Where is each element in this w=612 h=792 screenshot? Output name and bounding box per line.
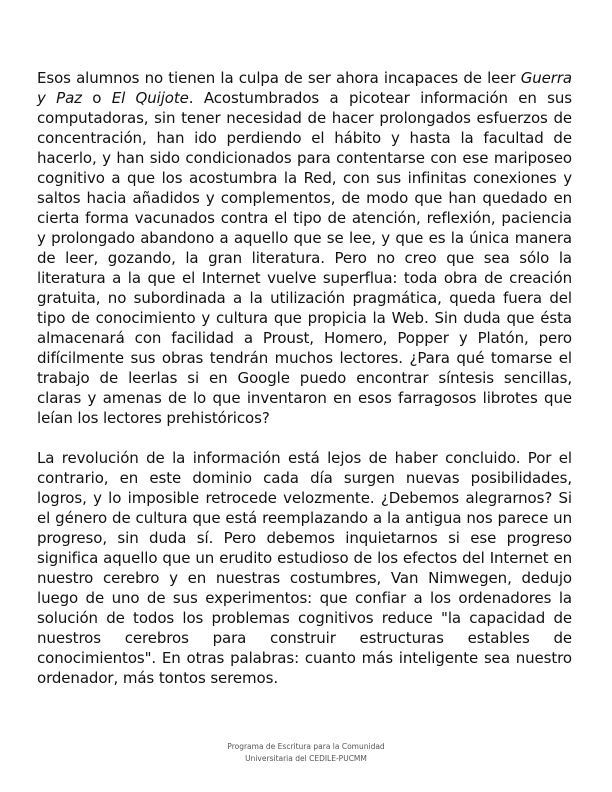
paragraph-1-text-c: . Acostumbrados a picotear información en sus computadoras, sin tener necesidad de hacer prolongados esfuerzos de concentración, han ido perdiendo el hábito y hasta la facultad de hacerlo, y han sido condicionados para contentarse con ese mariposeo cognitivo a que los acostumbra la Red, con sus infinitas conexiones y saltos hacia añadidos y complementos, de modo que han quedado en cierta forma vacunados contra el tipo de atención, reflexión, paciencia y prolongado abandono a aquello que se lee, y que es la única manera de leer, gozando, la gran literatura. Pero no creo que sea sólo la literatura a la que el Internet vuelve superflua: toda obra de creación gratuita, no subordinada a la utilización pragmática, queda fuera del tipo de conocimiento y cultura que propicia la Web. Sin duda que ésta almacenará con facilidad a Proust, Homero, Popper y Platón, pero difícilmente sus obras tendrán muchos lectores. ¿Para qué tomarse el trabajo de leerlas si en Google puedo encontrar síntesis sencillas, claras y amenas de lo que inventaron en esos farragosos librotes que leían los lectores prehistóricos?	[37, 89, 573, 427]
footer-line-2: Universitaria del CEDILE-PUCMM	[245, 754, 367, 763]
page-footer	[0, 741, 612, 765]
paragraph-2: La revolución de la información está lejos de haber concluido. Por el contrario, en este dominio cada día surgen nuevas posibilidades, logros, y lo imposible retrocede velozmente. ¿Debemos alegrarnos? Si el género de cultura que está reemplazando a la antigua nos parece un progreso, sin duda sí. Pero debemos inquietarnos si ese progreso significa aquello que un erudito estudioso de los efectos del Internet en nuestro cerebro y en nuestras costumbres, Van Nimwegen, dedujo luego de uno de sus experimentos: que confiar a los ordenadores la solución de todos los problemas cognitivos reduce "la capacidad de nuestros cerebros para construir estructuras estables de conocimientos". En otras palabras: cuanto más inteligente sea nuestro ordenador, más tontos seremos.	[37, 449, 572, 687]
paragraph-1-text-a: Esos alumnos no tienen la culpa de ser ahora incapaces de leer	[37, 69, 521, 87]
body-text	[37, 68, 572, 688]
paragraph-1	[37, 68, 572, 428]
footer-line-1: Programa de Escritura para la Comunidad	[227, 742, 385, 751]
paragraph-1-text-b: o	[81, 89, 112, 107]
book-title-el-quijote: El Quijote	[111, 89, 189, 107]
book-title-guerra-y-paz: Guerra y Paz	[37, 69, 572, 107]
